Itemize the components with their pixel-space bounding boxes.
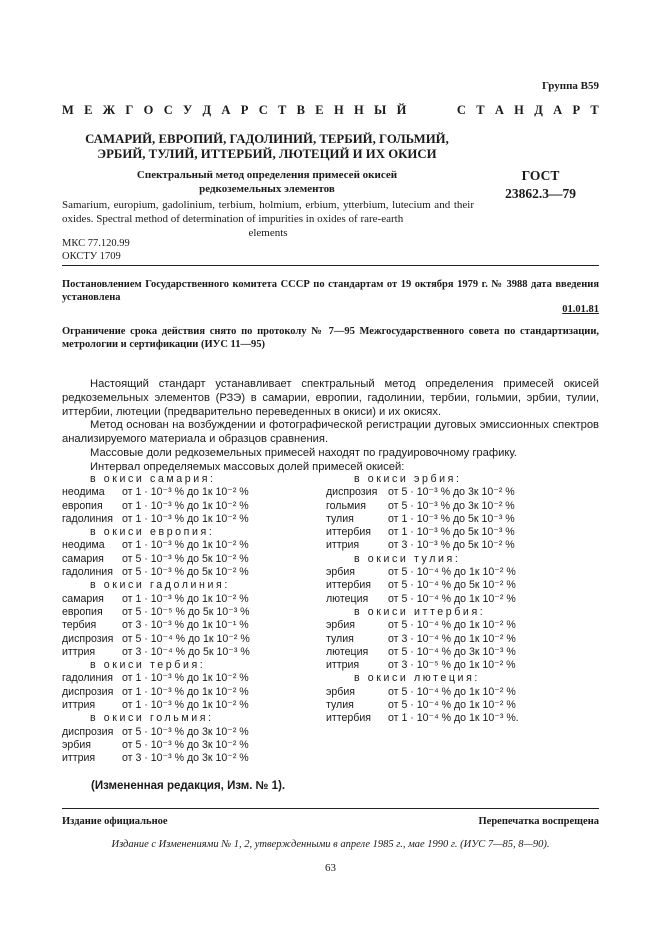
impurity-element: иттербия bbox=[326, 712, 372, 725]
interstate-letter: Ы bbox=[374, 103, 387, 117]
interstate-letter: С bbox=[163, 103, 173, 117]
impurity-row bbox=[62, 553, 250, 566]
impurity-range: от 1 · 10⁻³ % до 5к 10⁻³ % bbox=[388, 526, 515, 539]
interstate-letter: Н bbox=[333, 103, 344, 117]
impurity-element: лютеция bbox=[326, 592, 369, 605]
impurity-element: иттрия bbox=[62, 699, 96, 712]
oxide-section-heading: в окиси гольмия: bbox=[90, 712, 214, 725]
official-edition: Издание официальное bbox=[62, 816, 168, 827]
interstate-letter: А bbox=[494, 103, 504, 117]
oxide-section-heading: в окиси европия: bbox=[90, 526, 215, 539]
impurity-row bbox=[62, 500, 250, 513]
interstate-letter: Р bbox=[572, 103, 581, 117]
impurity-row bbox=[326, 526, 519, 539]
oxide-section-heading: в окиси самария: bbox=[90, 473, 216, 485]
subtitle-line-1: Спектральный метод определения примесей окисей bbox=[136, 169, 398, 181]
impurity-row bbox=[62, 739, 250, 752]
interstate-letter: Й bbox=[396, 103, 407, 117]
impurity-element: иттербия bbox=[326, 579, 372, 592]
impurity-range: от 1 · 10⁻³ % до 5к 10⁻³ % bbox=[388, 512, 515, 525]
oxide-section-heading: в окиси иттербия: bbox=[354, 605, 486, 618]
impurity-row bbox=[326, 513, 519, 526]
english-title bbox=[62, 198, 474, 240]
impurity-element: неодима bbox=[62, 539, 105, 552]
paragraph-1: Настоящий стандарт устанавливает спектральный метод определения примесей окисей редкоземельных элементов (РЗЭ) в самарии, европии, гадолинии, тербии, гольмии, эрбии, тулии, иттербии, лютеции (предварительно переведенных в окиси) и их окисях. bbox=[62, 378, 599, 418]
impurity-element: гадолиния bbox=[62, 566, 113, 579]
interstate-letter: Т bbox=[278, 103, 287, 117]
paragraph-3: Массовые доли редкоземельных примесей находят по градуировочному графику. bbox=[90, 446, 517, 459]
impurity-row bbox=[326, 486, 519, 499]
interstate-letter: С bbox=[456, 103, 466, 117]
body-text bbox=[62, 378, 599, 475]
interstate-letter: Д bbox=[202, 103, 212, 117]
impurity-row bbox=[326, 686, 519, 699]
interstate-letter: Д bbox=[534, 103, 543, 117]
document-title bbox=[62, 132, 472, 162]
impurity-range: от 1 · 10⁻³ % до 1к 10⁻² % bbox=[122, 486, 249, 499]
reprint-prohibited: Перепечатка воспрещена bbox=[478, 816, 599, 827]
mks-code: МКС 77.120.99 bbox=[62, 238, 130, 249]
impurity-range: от 1 · 10⁻³ % до 1к 10⁻² % bbox=[122, 499, 249, 512]
interstate-letter: Е bbox=[315, 103, 324, 117]
impurity-row bbox=[326, 619, 519, 632]
impurity-range: от 5 · 10⁻⁴ % до 1к 10⁻² % bbox=[122, 632, 250, 645]
impurity-element: тулия bbox=[326, 632, 354, 645]
impurity-element: иттрия bbox=[62, 752, 96, 765]
impurity-row bbox=[326, 633, 519, 646]
impurity-row bbox=[326, 579, 519, 592]
interstate-letter: Н bbox=[514, 103, 524, 117]
impurity-element: гадолиния bbox=[62, 672, 113, 685]
impurity-range: от 1 · 10⁻³ % до 1к 10⁻² % bbox=[122, 592, 249, 605]
interstate-letter bbox=[443, 103, 446, 118]
document-subtitle bbox=[62, 168, 472, 196]
impurity-element: европия bbox=[62, 499, 103, 512]
impurity-element: иттербия bbox=[326, 526, 372, 539]
impurity-element: эрбия bbox=[326, 685, 356, 698]
impurity-range: от 5 · 10⁻³ % до 5к 10⁻² % bbox=[122, 552, 249, 565]
interstate-letter: А bbox=[553, 103, 563, 117]
impurity-range: от 5 · 10⁻⁴ % до 1к 10⁻² % bbox=[388, 685, 516, 698]
impurity-element: европия bbox=[62, 605, 103, 618]
impurity-element: эрбия bbox=[326, 619, 356, 632]
impurity-range: от 5 · 10⁻³ % до 3к 10⁻² % bbox=[122, 738, 249, 751]
impurity-range: от 5 · 10⁻⁴ % до 1к 10⁻² % bbox=[388, 566, 516, 579]
impurity-element: гольмия bbox=[326, 499, 366, 512]
interstate-letter: В bbox=[296, 103, 305, 117]
impurity-row bbox=[326, 500, 519, 513]
gost-block bbox=[478, 167, 603, 203]
title-line-1: САМАРИЙ, ЕВРОПИЙ, ГАДОЛИНИЙ, ТЕРБИЙ, ГОЛЬМИЙ, bbox=[85, 132, 449, 146]
impurity-element: тулия bbox=[326, 699, 354, 712]
impurity-row bbox=[62, 686, 250, 699]
interstate-letter: О bbox=[143, 103, 154, 117]
impurity-row bbox=[326, 659, 519, 672]
impurity-element: самария bbox=[62, 592, 104, 605]
impurity-row bbox=[62, 699, 250, 712]
impurity-element: диспрозия bbox=[326, 486, 378, 499]
impurity-range: от 5 · 10⁻⁴ % до 1к 10⁻² % bbox=[388, 619, 516, 632]
impurity-row bbox=[62, 672, 250, 685]
impurity-range: от 3 · 10⁻³ % до 3к 10⁻² % bbox=[122, 752, 249, 765]
gost-number: 23862.3—79 bbox=[505, 186, 576, 201]
impurity-row bbox=[326, 593, 519, 606]
impurity-element: неодима bbox=[62, 486, 105, 499]
interstate-letter: С bbox=[258, 103, 268, 117]
oxide-section-heading: в окиси тулия: bbox=[354, 552, 461, 565]
impurity-range: от 3 · 10⁻³ % до 5к 10⁻² % bbox=[388, 539, 515, 552]
interstate-letter: Т bbox=[476, 103, 485, 117]
impurity-row bbox=[326, 712, 519, 725]
group-code: Группа В59 bbox=[541, 80, 599, 92]
divider-bottom bbox=[62, 808, 599, 809]
impurity-range: от 3 · 10⁻⁴ % до 1к 10⁻² % bbox=[388, 632, 516, 645]
impurity-range: от 1 · 10⁻³ % до 1к 10⁻² % bbox=[122, 672, 249, 685]
interstate-letter bbox=[430, 103, 433, 118]
paragraph-4: Интервал определяемых массовых долей примесей окисей: bbox=[90, 460, 405, 473]
impurity-element: тербия bbox=[62, 619, 97, 632]
impurity-element: иттрия bbox=[326, 539, 360, 552]
impurity-element: лютеция bbox=[326, 645, 369, 658]
okstu-code: ОКСТУ 1709 bbox=[62, 251, 121, 262]
impurity-row bbox=[62, 566, 250, 579]
english-title-end: elements bbox=[248, 227, 288, 239]
impurity-row bbox=[62, 486, 250, 499]
impurity-element: диспрозия bbox=[62, 725, 114, 738]
page-number: 63 bbox=[325, 862, 336, 874]
impurity-range: от 5 · 10⁻⁵ % до 5к 10⁻³ % bbox=[122, 605, 250, 618]
impurity-range: от 5 · 10⁻³ % до 5к 10⁻² % bbox=[122, 566, 249, 579]
impurity-row bbox=[62, 539, 250, 552]
amendments-note: Издание с Изменениями № 1, 2, утвержденными в апреле 1985 г., мае 1990 г. (ИУС 7—85, 8—90). bbox=[111, 839, 550, 850]
impurity-element: гадолиния bbox=[62, 512, 113, 525]
oxide-section-heading: в окиси эрбия: bbox=[354, 473, 462, 485]
interstate-letter: М bbox=[62, 103, 74, 117]
impurity-range: от 1 · 10⁻³ % до 1к 10⁻² % bbox=[122, 699, 249, 712]
impurity-row bbox=[326, 539, 519, 552]
impurity-element: эрбия bbox=[62, 738, 92, 751]
impurity-column-right bbox=[326, 473, 519, 726]
impurity-row bbox=[62, 593, 250, 606]
impurity-element: иттрия bbox=[62, 645, 96, 658]
impurity-row bbox=[62, 513, 250, 526]
oxide-section-heading: в окиси лютеция: bbox=[354, 672, 480, 685]
impurity-element: диспрозия bbox=[62, 632, 114, 645]
impurity-row bbox=[62, 752, 250, 765]
paragraph-2: Метод основан на возбуждении и фотографической регистрации дуговых эмиссионных спектров анализируемого материала и образцов сравнения. bbox=[62, 419, 599, 446]
impurity-row bbox=[62, 606, 250, 619]
interstate-letter: Н bbox=[353, 103, 364, 117]
interstate-letter bbox=[417, 103, 420, 118]
interstate-letter: Е bbox=[84, 103, 93, 117]
impurity-range: от 1 · 10⁻³ % до 1к 10⁻² % bbox=[122, 539, 249, 552]
english-title-main: Samarium, europium, gadolinium, terbium, holmium, erbium, ytterbium, lutecium and their oxides. Spectral method of determination of impurities in oxides of rare-earth bbox=[62, 199, 474, 225]
gost-label: ГОСТ bbox=[521, 168, 560, 183]
impurity-range: от 5 · 10⁻³ % до 3к 10⁻² % bbox=[388, 499, 515, 512]
impurity-range: от 5 · 10⁻³ % до 3к 10⁻² % bbox=[122, 725, 249, 738]
introduction-date: 01.01.81 bbox=[562, 304, 599, 315]
interstate-letter: Г bbox=[125, 103, 134, 117]
impurity-row bbox=[326, 646, 519, 659]
impurity-element: эрбия bbox=[326, 566, 356, 579]
impurity-range: от 5 · 10⁻⁴ % до 1к 10⁻² % bbox=[388, 699, 516, 712]
classification-codes bbox=[62, 237, 130, 263]
impurity-range: от 3 · 10⁻³ % до 1к 10⁻¹ % bbox=[122, 619, 249, 632]
impurity-range: от 5 · 10⁻³ % до 3к 10⁻² % bbox=[388, 486, 515, 499]
impurity-range: от 1 · 10⁻³ % до 1к 10⁻² % bbox=[122, 685, 249, 698]
interstate-standard-heading bbox=[62, 103, 599, 118]
divider-top bbox=[62, 265, 599, 266]
interstate-letter: Р bbox=[240, 103, 249, 117]
revised-note: (Измененная редакция, Изм. № 1). bbox=[91, 780, 286, 792]
impurity-range: от 1 · 10⁻³ % до 1к 10⁻² % bbox=[122, 512, 249, 525]
interstate-letter: А bbox=[221, 103, 231, 117]
impurity-row bbox=[326, 566, 519, 579]
interstate-letter: У bbox=[183, 103, 193, 117]
impurity-element: самария bbox=[62, 552, 104, 565]
impurity-range: от 3 · 10⁻⁵ % до 1к 10⁻² % bbox=[388, 659, 516, 672]
impurity-row bbox=[326, 699, 519, 712]
impurity-range: от 5 · 10⁻⁴ % до 1к 10⁻² % bbox=[388, 592, 516, 605]
decree-text: Постановлением Государственного комитета СССР по стандартам от 19 октября 1979 г. № 3988 дата введения установлена bbox=[62, 279, 599, 303]
oxide-section-heading: в окиси тербия: bbox=[90, 659, 206, 672]
impurity-row bbox=[62, 646, 250, 659]
subtitle-line-2: редкоземельных элементов bbox=[199, 183, 335, 195]
limitation-text: Ограничение срока действия снято по протоколу № 7—95 Межгосударственного совета по стандартизации, метрологии и сертификации (ИУС 11—95) bbox=[62, 326, 599, 350]
impurity-range: от 3 · 10⁻⁴ % до 5к 10⁻³ % bbox=[122, 645, 250, 658]
impurity-row bbox=[62, 633, 250, 646]
interstate-letter: Ж bbox=[102, 103, 116, 117]
impurity-element: иттрия bbox=[326, 659, 360, 672]
impurity-range: от 5 · 10⁻⁴ % до 5к 10⁻² % bbox=[388, 579, 516, 592]
impurity-element: диспрозия bbox=[62, 685, 114, 698]
impurity-column-left bbox=[62, 473, 250, 766]
oxide-section-heading: в окиси гадолиния: bbox=[90, 579, 230, 592]
impurity-range: от 1 · 10⁻⁴ % до 1к 10⁻³ %. bbox=[388, 712, 519, 725]
impurity-element: тулия bbox=[326, 512, 354, 525]
impurity-row bbox=[62, 619, 250, 632]
impurity-range: от 5 · 10⁻⁴ % до 3к 10⁻³ % bbox=[388, 645, 516, 658]
title-line-2: ЭРБИЙ, ТУЛИЙ, ИТТЕРБИЙ, ЛЮТЕЦИЙ И ИХ ОКИСИ bbox=[97, 147, 437, 161]
interstate-letter: Т bbox=[590, 103, 599, 117]
impurity-row bbox=[62, 726, 250, 739]
